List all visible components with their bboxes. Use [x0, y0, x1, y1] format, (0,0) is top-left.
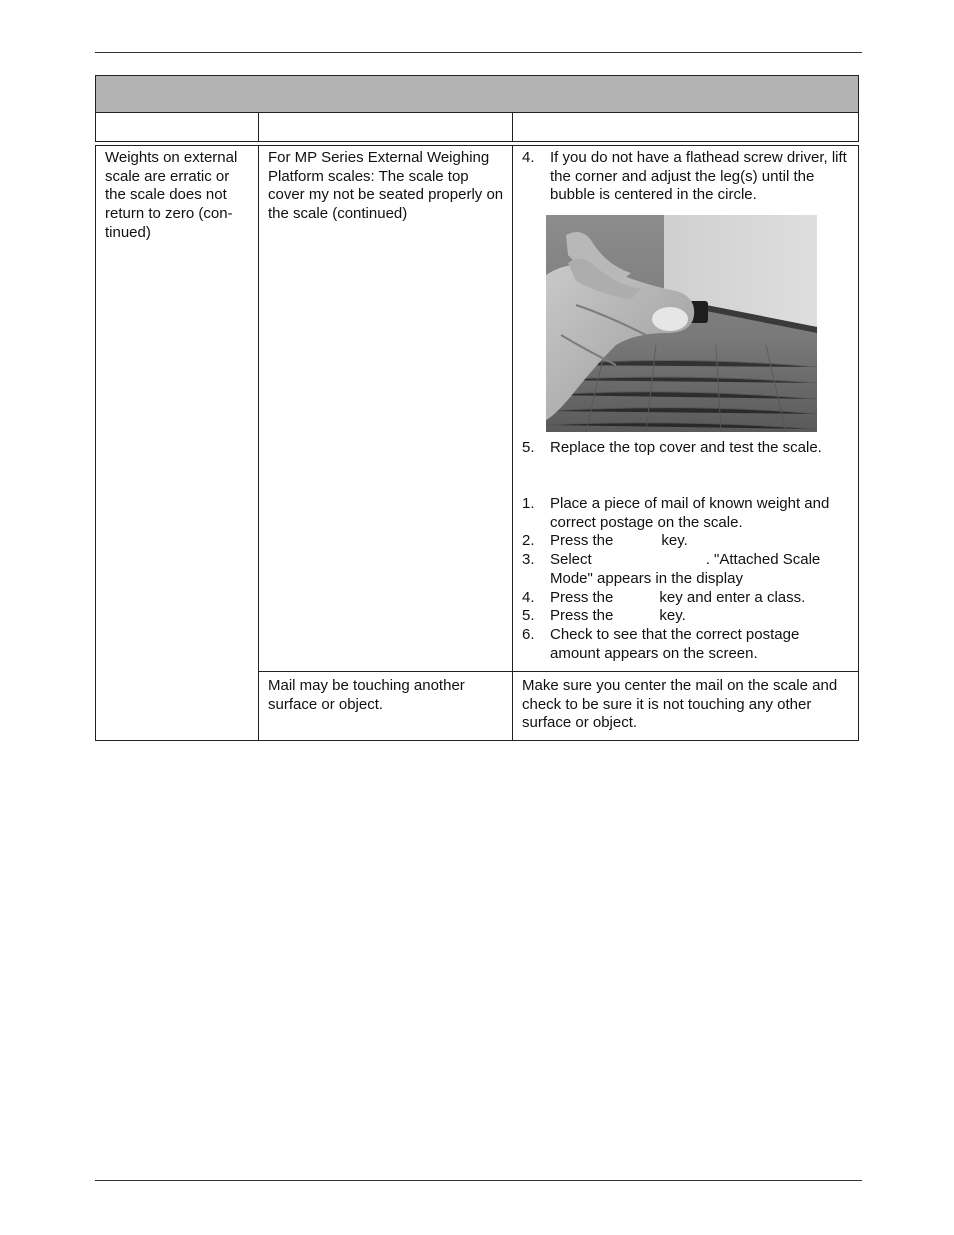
- step-number: 3.: [522, 551, 535, 569]
- column-divider: [512, 112, 513, 142]
- step-text: Press the: [550, 532, 614, 550]
- list-item: [522, 149, 848, 205]
- step-text: Select: [550, 551, 592, 569]
- solution-steps: [522, 439, 848, 458]
- cause-cell: For MP Series External Weighing Platform scales: The scale top cover my not be seated properly on the scale (continued): [268, 149, 504, 223]
- list-item: [522, 626, 848, 663]
- step-number: 2.: [522, 532, 535, 550]
- list-item: [522, 532, 848, 551]
- step-text: Replace the top cover and test the scale.: [550, 439, 822, 456]
- sub-row-divider: [258, 671, 859, 672]
- header-rule: [95, 52, 862, 53]
- column-header-row: [95, 112, 859, 142]
- step-number: 5.: [522, 607, 535, 625]
- step-text: key.: [661, 532, 688, 550]
- solution-steps: [522, 149, 848, 205]
- step-text: Press the: [550, 607, 614, 625]
- list-item: [522, 607, 848, 626]
- cause-cell: Mail may be touching another surface or object.: [268, 677, 465, 713]
- footer-rule: [95, 1180, 862, 1181]
- list-item: [522, 551, 848, 588]
- column-divider: [258, 145, 259, 741]
- step-text: Check to see that the correct postage amount appears on the screen.: [550, 625, 800, 662]
- problem-cell: Weights on external scale are erratic or the scale does not return to zero (con-tinued): [105, 149, 238, 241]
- solution-cell: Make sure you center the mail on the scale and check to be sure it is not touching any other surface or object.: [522, 677, 838, 732]
- table-title-band: [95, 75, 859, 113]
- step-number: 1.: [522, 495, 535, 512]
- column-divider: [512, 145, 513, 741]
- column-divider: [258, 112, 259, 142]
- list-item: [522, 589, 848, 608]
- step-number: 4.: [522, 588, 535, 606]
- step-number: 5.: [522, 439, 535, 456]
- step-number: 6.: [522, 625, 535, 643]
- step-text: If you do not have a flathead screw driver, lift the corner and adjust the leg(s) until the bubble is centered in the circle.: [550, 149, 847, 204]
- scale-leg-adjustment-photo: [546, 215, 817, 432]
- step-text: Place a piece of mail of known weight and correct postage on the scale.: [550, 495, 830, 531]
- step-text: Press the: [550, 588, 614, 606]
- step-text: key and enter a class.: [659, 588, 806, 606]
- step-number: 4.: [522, 149, 535, 166]
- step-text: . "Attached Scale Mode" appears in the display: [550, 551, 821, 587]
- list-item: [522, 439, 848, 458]
- test-steps: [522, 495, 848, 663]
- list-item: [522, 495, 848, 532]
- step-text: key.: [659, 607, 686, 625]
